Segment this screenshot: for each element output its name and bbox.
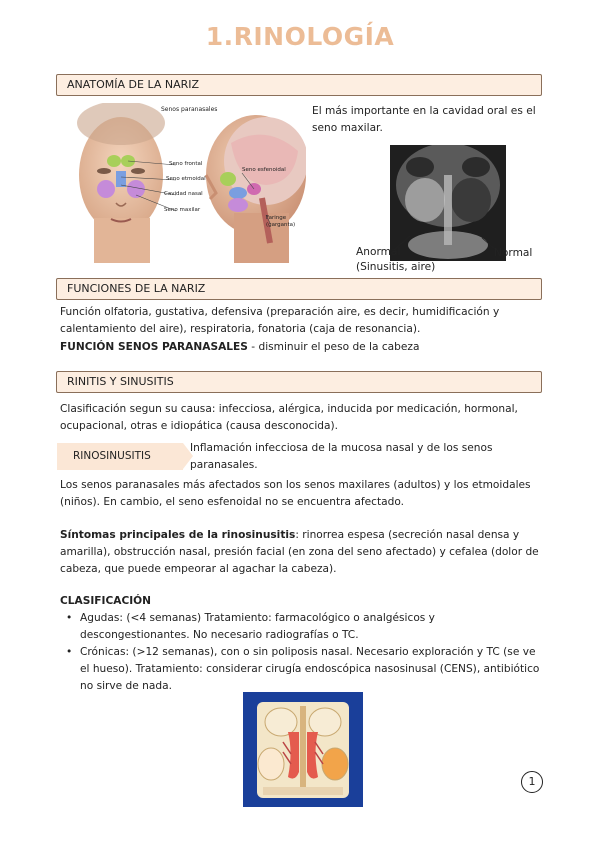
sintomas: [60, 527, 545, 578]
sintomas-label: Síntomas principales de la rinosinusitis: [60, 529, 296, 541]
clasificacion-causa: Clasificación segun su causa: infecciosa, alérgica, inducida por medicación, hormonal, ocupacional, otras e idiopática (causa desconocida).: [60, 403, 518, 432]
list-item: • Crónicas: (>12 semanas), con o sin poliposis nasal. Necesario exploración y TC (se ve el hueso). Tratamiento: considerar cirugía endoscópica nasosinusal (CENS), antibiótico no sirve de nada.: [62, 644, 542, 695]
anatomy-label: Cavidad nasal: [164, 191, 203, 197]
section-header-rinitis: RINITIS Y SINUSITIS: [56, 371, 542, 393]
clasificacion-list: [62, 610, 542, 695]
anatomy-label: Seno frontal: [169, 161, 203, 167]
anatomy-label: Seno esfenoidal: [242, 167, 286, 173]
page-number: 1: [521, 771, 543, 793]
rinosinusitis-def: Inflamación infecciosa de la mucosa nasal y de los senos paranasales.: [190, 442, 493, 471]
anatomy-label: Seno maxilar: [164, 207, 201, 213]
list-item: • Agudas: (<4 semanas) Tratamiento: farmacológico o analgésicos y descongestionantes. No necesario radiografías o TC.: [62, 610, 542, 644]
funcion-senos: [60, 339, 545, 356]
rinosinusitis-tag: RINOSINUSITIS: [57, 443, 183, 470]
funcion-senos-text: - disminuir el peso de la cabeza: [247, 341, 420, 353]
anatomy-label: Seno etmoidal: [166, 176, 206, 182]
anatomy-label: Senos paranasales: [161, 106, 218, 113]
xray-label-normal: Normal: [494, 247, 533, 259]
funciones-text: Función olfatoria, gustativa, defensiva (preparación aire, es decir, humidificación y calentamiento del aire), respiratoria, fonatoria (caja de resonancia).: [60, 306, 500, 335]
page-title: 1.RINOLOGÍA: [205, 22, 395, 51]
clasificacion-title: CLASIFICACIÓN: [60, 595, 152, 607]
sinus-illustration: [243, 692, 363, 807]
xray-label-anormal-sub: (Sinusitis, aire): [356, 261, 436, 273]
sintomas-text: : rinorrea espesa (secreción nasal densa y amarilla), obstrucción nasal, presión facial (en zona del seno afectado) y cefalea (dolor de cabeza, que puede empeorar al agachar la cabeza).: [60, 529, 539, 575]
section-header-funciones: FUNCIONES DE LA NARIZ: [56, 278, 542, 300]
senos-afectados: Los senos paranasales más afectados son los senos maxilares (adultos) y los etmoidales (niños). En cambio, el seno esfenoidal no se encuentra afectado.: [60, 479, 531, 508]
xray-label-anormal: Anormal: [356, 246, 401, 258]
anatomy-label: Faringe (garganta): [266, 215, 296, 228]
funcion-senos-label: FUNCIÓN SENOS PARANASALES: [60, 341, 248, 353]
section-header-anatomia: ANATOMÍA DE LA NARIZ: [56, 74, 542, 96]
anatomy-illustration: [66, 103, 306, 263]
maxilar-note: El más importante en la cavidad oral es el seno maxilar.: [312, 105, 536, 134]
